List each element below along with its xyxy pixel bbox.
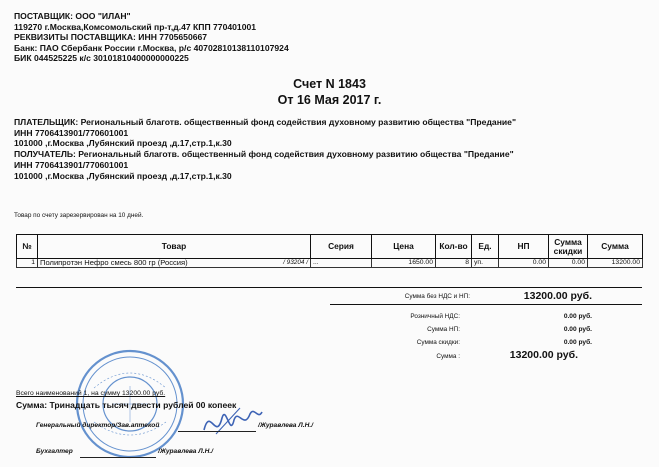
- row-vat: 0.00: [499, 259, 549, 268]
- col-qty: Кол-во: [436, 235, 472, 259]
- row-price: 1650.00: [372, 259, 436, 268]
- reserve-note: Товар по счету зарезервирован на 10 дней.: [14, 212, 144, 219]
- row-code: / 93204 /: [283, 259, 308, 266]
- accountant-label: Бухгалтер: [36, 448, 73, 455]
- supplier-details: РЕКВИЗИТЫ ПОСТАВЩИКА: ИНН 7705650667: [14, 32, 208, 43]
- discount-label: Сумма скидки:: [416, 339, 460, 346]
- supplier-block: [14, 11, 289, 64]
- items-count: Всего наименований 1, на сумму 13200.00 руб.: [16, 390, 166, 397]
- supplier-name: ПОСТАВЩИК: ООО "ИЛАН": [14, 11, 131, 21]
- np-label: Сумма НП:: [427, 326, 460, 333]
- table-header-row: [17, 235, 643, 259]
- row-num: 1: [17, 259, 38, 268]
- col-series: Серия: [311, 235, 372, 259]
- col-discount: Сумма скидки: [549, 235, 588, 259]
- total-value: 13200.00 руб.: [509, 349, 578, 361]
- supplier-address: 119270 г.Москва,Комсомольский пр-т,д.47 КПП 770401001: [14, 21, 257, 32]
- supplier-bank: Банк: ПАО Сбербанк России г.Москва, р/с 40702810138110107924: [14, 42, 289, 53]
- total-label: Сумма :: [436, 353, 460, 360]
- supplier-bik: БИК 044525225 к/с 30101810400000000225: [14, 53, 189, 64]
- sum-in-words: Сумма: Тринадцать тысяч двести рублей 00 копеек: [16, 400, 237, 410]
- accountant-name: /Журавлева Л.Н./: [158, 448, 214, 455]
- table-row: [17, 259, 643, 268]
- accountant-sign-line: [80, 457, 156, 458]
- col-sum: Сумма: [588, 235, 643, 259]
- row-qty: 8: [436, 259, 472, 268]
- director-name: /Журавлева Л.Н./: [258, 422, 314, 429]
- payer-name: ПЛАТЕЛЬЩИК: Региональный благотв. общественный фонд содействия духовному развитию общества "Предание": [14, 117, 517, 127]
- no-vat-value: 13200.00 руб.: [523, 290, 592, 302]
- discount-value: 0.00 руб.: [563, 339, 592, 346]
- row-unit: уп.: [472, 259, 499, 268]
- invoice-number: Счет N 1843: [293, 77, 366, 91]
- col-vat: НП: [499, 235, 549, 259]
- col-price: Цена: [372, 235, 436, 259]
- director-label: Генеральный директор/Зав.аптекой: [36, 422, 160, 429]
- recipient-inn: ИНН 7706413901/770601001: [14, 159, 129, 170]
- recipient-name: ПОЛУЧАТЕЛЬ: Региональный благотв. общественный фонд содействия духовному развитию общества "Предание": [14, 149, 514, 160]
- row-sum: 13200.00: [588, 259, 643, 268]
- col-product: Товар: [38, 235, 311, 259]
- director-sign-line: [178, 431, 256, 432]
- row-discount: 0.00: [549, 259, 588, 268]
- col-num: №: [17, 235, 38, 259]
- col-unit: Ед.: [472, 235, 499, 259]
- np-value: 0.00 руб.: [563, 326, 592, 333]
- row-product: Полипротэн Нефро смесь 800 гр (Россия): [40, 258, 188, 267]
- payer-address: 101000 ,г.Москва ,Лубянский проезд ,д.17,стр.1,к.30: [14, 138, 232, 149]
- table-bottom-rule: [16, 287, 642, 288]
- payer-inn: ИНН 7706413901/770601001: [14, 127, 129, 138]
- retail-vat-value: 0.00 руб.: [563, 313, 592, 320]
- items-table: [16, 234, 643, 268]
- no-vat-label: Сумма без НДС и НП:: [404, 293, 470, 300]
- row-series: ...: [311, 259, 372, 268]
- retail-vat-label: Розничный НДС:: [410, 313, 460, 320]
- parties-block: [14, 117, 516, 181]
- recipient-address: 101000 ,г.Москва ,Лубянский проезд ,д.17,стр.1,к.30: [14, 170, 232, 181]
- row-product-cell: [38, 259, 311, 268]
- totals-rule: [330, 304, 642, 305]
- invoice-date: От 16 Мая 2017 г.: [277, 93, 382, 107]
